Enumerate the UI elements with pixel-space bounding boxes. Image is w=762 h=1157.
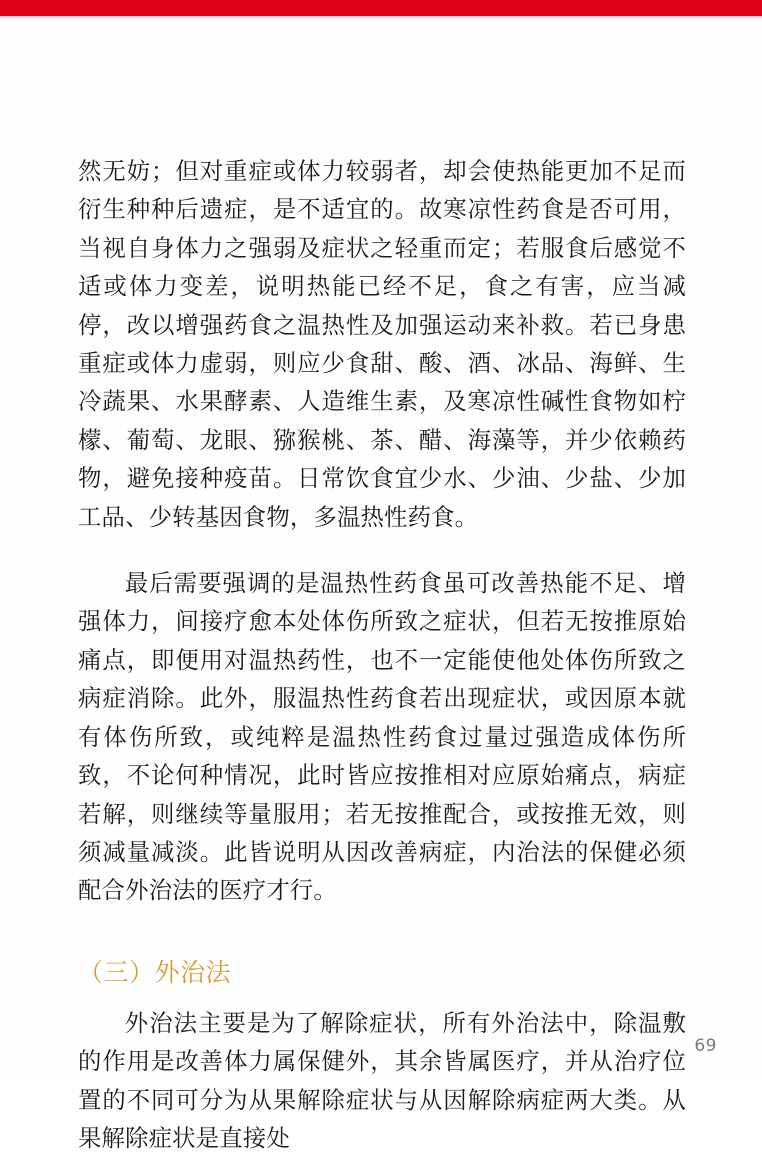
page-number: 69 — [694, 1036, 717, 1056]
section-heading-external-treatment: （三）外治法 — [78, 957, 232, 987]
top-red-band — [0, 0, 762, 16]
text-column — [78, 152, 686, 1157]
body-paragraph-1: 然无妨；但对重症或体力较弱者，却会使热能更加不足而衍生种种后遗症，是不适宜的。故寒凉性药食是否可用，当视自身体力之强弱及症状之轻重而定；若服食后感觉不适或体力变差，说明热能已经不足，食之有害，应当减停，改以增强药食之温热性及加强运动来补救。若已身患重症或体力虚弱，则应少食甜、酸、酒、冰品、海鲜、生冷蔬果、水果酵素、人造维生素，及寒凉性碱性食物如柠檬、葡萄、龙眼、猕猴桃、茶、醋、海藻等，并少依赖药物，避免接种疫苗。日常饮食宜少水、少油、少盐、少加工品、少转基因食物，多温热性药食。 — [78, 157, 686, 531]
body-paragraph-2: 最后需要强调的是温热性药食虽可改善热能不足、增强体力，间接疗愈本处体伤所致之症状，但若无按推原始痛点，即便用对温热药性，也不一定能使他处体伤所致之病症消除。此外，服温热性药食若出现症状，或因原本就有体伤所致，或纯粹是温热性药食过量过强造成体伤所致，不论何种情况，此时皆应按推相对应原始痛点，病症若解，则继续等量服用；若无按推配合，或按推无效，则须减量减淡。此皆说明从因改善病症，内治法的保健必须配合外治法的医疗才行。 — [78, 569, 686, 905]
body-paragraph-3: 外治法主要是为了解除症状，所有外治法中，除温敷的作用是改善体力属保健外，其余皆属医疗，并从治疗位置的不同可分为从果解除症状与从因解除病症两大类。从果解除症状是直接处 — [78, 1008, 686, 1152]
top-red-band-shadow — [0, 16, 762, 18]
